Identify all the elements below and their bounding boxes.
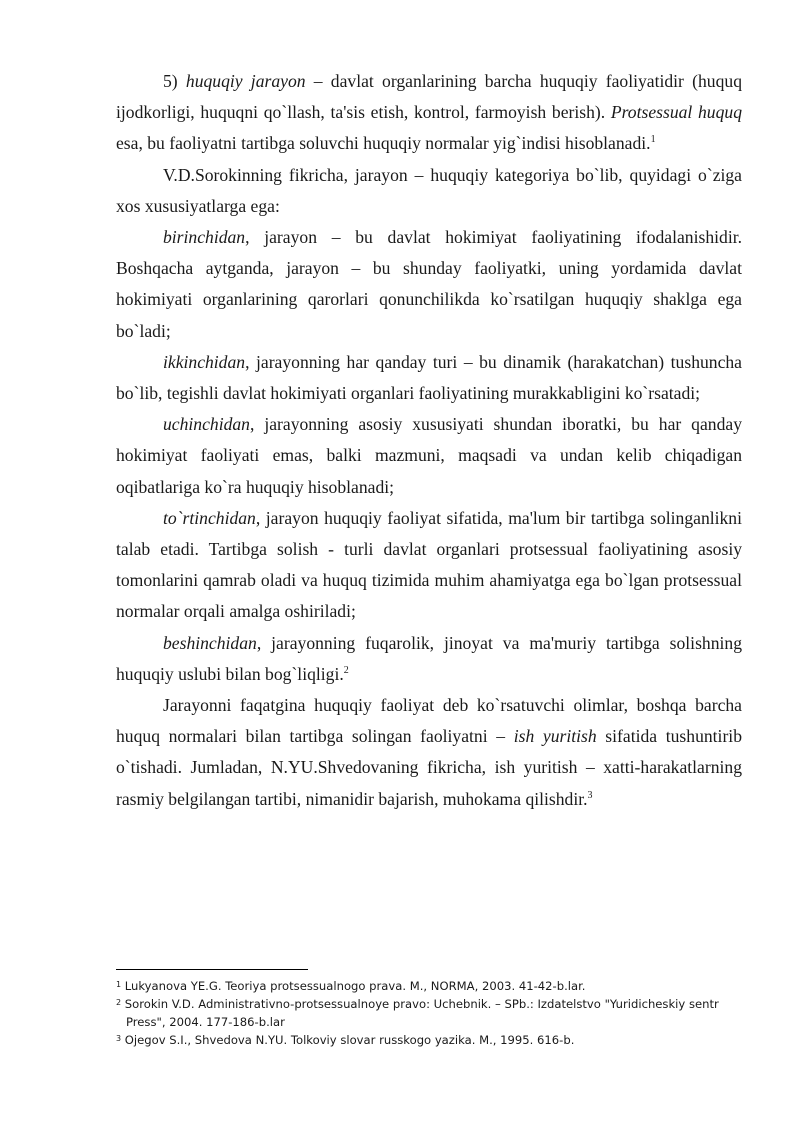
footnote-number: 1 <box>116 980 122 989</box>
term-ikkinchidan: ikkinchidan <box>163 351 246 372</box>
paragraph-text: sifatida tushuntirib o`tishadi. Jumladan, N.YU.Shvedovaning fikricha, ish yuritish – xatti-harakatlarning rasmiy belgilangan tartibi, nimanidir bajarish, muhokama qilishdir. <box>116 726 742 809</box>
term-tortinchidan: to`rtinchidan <box>163 507 256 528</box>
paragraph-text: , jarayonning fuqarolik, jinoyat va ma'muriy tartibga solishning huquqiy uslubi bilan bog`liqligi. <box>116 632 742 684</box>
paragraph-ikkinchidan <box>116 347 742 409</box>
footnote-text: Ojegov S.I., Shvedova N.YU. Tolkoviy slovar russkogo yazika. M., 1995. 616-b. <box>121 1033 575 1047</box>
footnote-text: Sorokin V.D. Administrativno-protsessualnoye pravo: Uchebnik. – SPb.: Izdatelstvo "Yuridicheskiy sentr Press", 2004. 177-186-b.lar <box>121 997 719 1029</box>
paragraph-text: , jarayonning asosiy xususiyati shundan iboratki, bu har qanday hokimiyat faoliyati emas, balki mazmuni, maqsadi va undan kelib chiqadigan oqibatlariga ko`ra huquqiy hisoblanadi; <box>116 414 742 497</box>
paragraph-tortinchidan <box>116 503 742 628</box>
paragraph-text: , jarayonning har qanday turi – bu dinamik (harakatchan) tushuncha bo`lib, tegishli davlat hokimiyati organlari faoliyatining murakkabligini ko`rsatadi; <box>116 351 742 404</box>
paragraph-text: esa, bu faoliyatni tartibga soluvchi huquqiy normalar yig`indisi hisoblanadi. <box>116 133 651 154</box>
term-protsessual-huquq: Protsessual huquq <box>610 102 742 123</box>
footnote-ref-3: 3 <box>587 789 593 801</box>
paragraph-jarayonni <box>116 690 742 815</box>
term-uchinchidan: uchinchidan <box>163 414 250 435</box>
term-beshinchidan: beshinchidan <box>163 632 257 653</box>
paragraph-text: Jarayonni faqatgina huquqiy faoliyat deb ko`rsatuvchi olimlar, boshqa barcha huquq normalari bilan tartibga solingan faoliyatni – <box>116 695 742 747</box>
footnote-number: 2 <box>116 998 122 1007</box>
list-number: 5) <box>163 71 186 91</box>
footnote-number: 3 <box>116 1034 122 1043</box>
footnote-3 <box>116 1031 746 1049</box>
paragraph-text: V.D.Sorokinning fikricha, jarayon – huquqiy kategoriya bo`lib, quyidagi o`ziga xos xususiyatlarga ega: <box>116 164 742 216</box>
paragraph-sorokin <box>116 160 742 222</box>
footnote-text: Lukyanova YE.G. Teoriya protsessualnogo prava. M., NORMA, 2003. 41-42-b.lar. <box>121 979 586 993</box>
term-birinchidan: birinchidan <box>163 227 246 248</box>
footnote-1 <box>116 977 746 995</box>
paragraph-huquqiy-jarayon <box>116 66 742 160</box>
footnote-ref-2: 2 <box>343 665 349 676</box>
paragraph-birinchidan <box>116 222 742 347</box>
paragraph-beshinchidan <box>116 628 742 690</box>
paragraph-text: , jarayon – bu davlat hokimiyat faoliyatining ifodalanishidir. Boshqacha aytganda, jarayon – bu shunday faoliyatki, uning yordamida davlat hokimiyati organlarining qarorlari qonunchilikda ko`rsatilgan huquqiy shaklga ega bo`ladi; <box>116 227 742 341</box>
footnote-2 <box>116 995 746 1031</box>
paragraph-text: – davlat organlarining barcha huquqiy faoliyatidir (huquq ijodkorligi, huquqni qo`llash, ta'sis etish, kontrol, farmoyish berish). <box>116 71 742 123</box>
footnote-ref-1: 1 <box>650 134 656 146</box>
term-huquqiy-jarayon: huquqiy jarayon <box>185 71 306 91</box>
paragraph-text: , jarayon huquqiy faoliyat sifatida, ma'lum bir tartibga solinganlikni talab etadi. Tartibga solish - turli davlat organlari protsessual faoliyatining asosiy tomonlarini qamrab oladi va huquq tizimida muhim ahamiyatga ega bo`lgan protsessual normalar orqali amalga oshiriladi; <box>116 507 742 622</box>
paragraph-uchinchidan <box>116 409 742 503</box>
footnote-separator <box>116 969 308 970</box>
term-ish-yuritish: ish yuritish <box>513 726 597 747</box>
footnotes <box>116 977 746 1049</box>
document-body <box>116 66 742 815</box>
